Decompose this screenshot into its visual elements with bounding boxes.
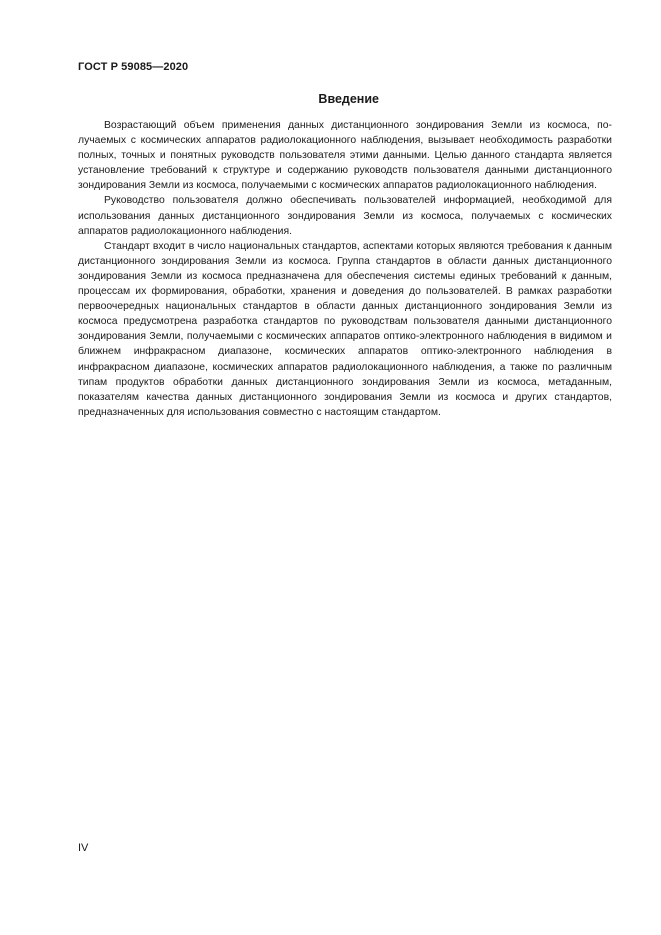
document-code: ГОСТ Р 59085—2020	[78, 61, 189, 73]
paragraph-purpose: Возрастающий объем применения данных дистанционного зондирования Земли из космоса, получаемых с космических аппаратов радиолокационного наблюдения, вызывает необходимость разработки полных, точных и понятных руководств пользователя этими данными. Целью данного стандарта является установление требований к структуре и содержанию руководств пользователя данными дистанционного зондирования Земли из космоса, получаемыми с космических аппаратов радиолокационного наблюдения.	[78, 120, 612, 192]
section-heading	[78, 92, 612, 106]
paragraph-user-guide: Руководство пользователя должно обеспечивать пользователей информацией, необходимой для использования данных дистанционного зондирования Земли из космоса, получаемых с космических аппаратов радиолокационного наблюдения.	[78, 195, 612, 237]
introduction-body	[78, 118, 612, 420]
page-number: IV	[78, 842, 89, 854]
paragraph-standards-group: Стандарт входит в число национальных стандартов, аспектами которых являются требования к данным дистанционного зондирования Земли из космоса. Группа стандартов в области данных дистанционного зондирования Земли из космоса предназначена для обеспечения системы единых требований к данным, процессам их формирования, обработки, хранения и доведения до пользователей. В рамках разработки первоочередных национальных стандартов в области данных дистанционного зондирования Земли из космоса предусмотрена разработка стандартов по руководствам пользователя данными дистанционного зондирования Земли, получаемыми с космических аппаратов оптико-электронного наблюдения в видимом и ближнем инфракрасном диапазоне, космических аппаратов оптико-электронного наблюдения в инфракрасном диапазоне, космических аппаратов радиолокационного наблюдения, а также по различным типам продуктов обработки данных дистанционного зондирования Земли из космоса, метаданным, показателям качества данных дистанционного зондирования Земли из космоса и других стандартов, предназначенных для использования совместно с настоящим стандартом.	[78, 240, 612, 418]
section-title: Введение	[318, 92, 379, 106]
